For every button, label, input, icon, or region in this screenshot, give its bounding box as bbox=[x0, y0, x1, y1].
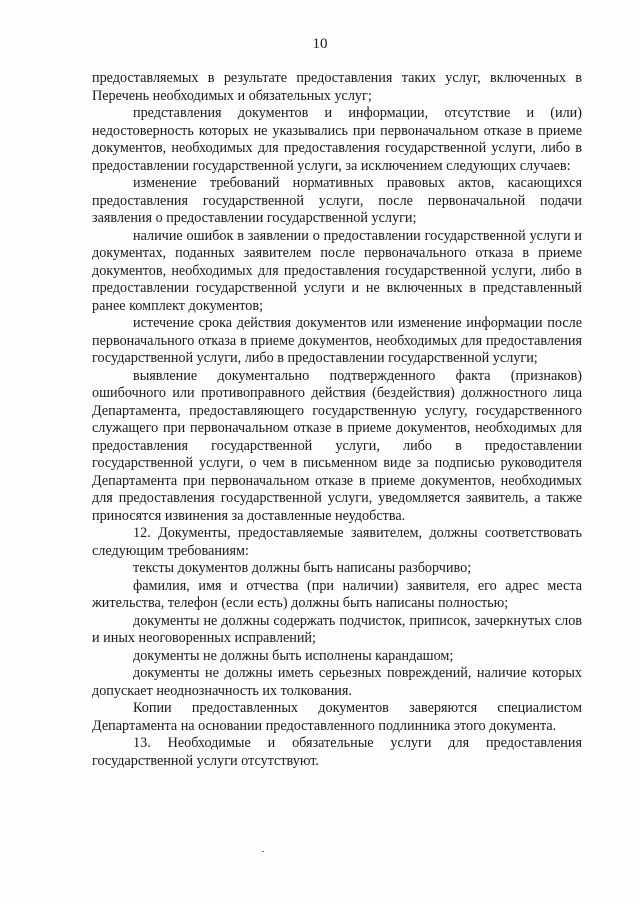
paragraph-requirements-change: изменение требований нормативных правовых актов, касающихся предоставления государственной услуги, после первоначальной подачи заявления о предоставлении государственной услуги; bbox=[92, 175, 582, 226]
paragraph-documents-info: представления документов и информации, отсутствие и (или) недостоверность которых не указывались при первоначальном отказе в приеме документов, необходимых для предоставления государственной услуги, либо в предоставлении государственной услуги, за исключением следующих случаев: bbox=[92, 105, 582, 174]
paragraph-no-corrections: документы не должны содержать подчисток, приписок, зачеркнутых слов и иных неоговоренных исправлений; bbox=[92, 612, 582, 646]
paragraph-full-name: фамилия, имя и отчества (при наличии) заявителя, его адрес места жительства, телефон (если есть) должны быть написаны полностью; bbox=[92, 577, 582, 611]
paragraph-official-misconduct: выявление документально подтвержденного факта (признаков) ошибочного или противоправного действия (бездействия) должностного лица Департамента, предоставляющего государственную услугу, государственного служащего при первоначальном отказе в приеме документов, необходимых для предоставления государственной услуги, либо в предоставлении государственной услуги, о чем в письменном виде за подписью руководителя Департамента при первоначальном отказе в приеме документов, необходимых для предоставления государственной услуги, уведомляется заявитель, а также приносятся извинения за доставленные неудобства. bbox=[92, 367, 582, 524]
paragraph-copies-certified: Копии предоставленных документов заверяются специалистом Департамента на основании предоставленного подлинника этого документа. bbox=[92, 700, 582, 734]
paragraph-no-damage: документы не должны иметь серьезных повреждений, наличие которых допускает неоднозначность их толкования. bbox=[92, 665, 582, 699]
paragraph-no-pencil: документы не должны быть исполнены карандашом; bbox=[133, 647, 454, 664]
paragraph-documents-expiry: истечение срока действия документов или изменение информации после первоначального отказа в приеме документов, необходимых для предоставления государственной услуги, либо в предоставлении государственной услуги; bbox=[92, 315, 582, 366]
paragraph-errors-in-application: наличие ошибок в заявлении о предоставлении государственной услуги и документах, поданных заявителем после первоначального отказа в приеме документов, необходимых для предоставления государственной услуги, либо в предоставлении государственной услуги и не включенных в представленный ранее комплект документов; bbox=[92, 227, 582, 314]
paragraph-section-12: 12. Документы, предоставляемые заявителем, должны соответствовать следующим требованиям: bbox=[92, 525, 582, 559]
document-body bbox=[92, 70, 582, 770]
paragraph-legible-text: тексты документов должны быть написаны разборчиво; bbox=[133, 560, 472, 576]
paragraph-section-13: 13. Необходимые и обязательные услуги для предоставления государственной услуги отсутствуют. bbox=[92, 735, 582, 769]
page-number: 10 bbox=[312, 36, 328, 52]
scan-speck bbox=[262, 851, 264, 852]
paragraph-continuation: предоставляемых в результате предоставления таких услуг, включенных в Перечень необходимых и обязательных услуг; bbox=[92, 70, 582, 104]
